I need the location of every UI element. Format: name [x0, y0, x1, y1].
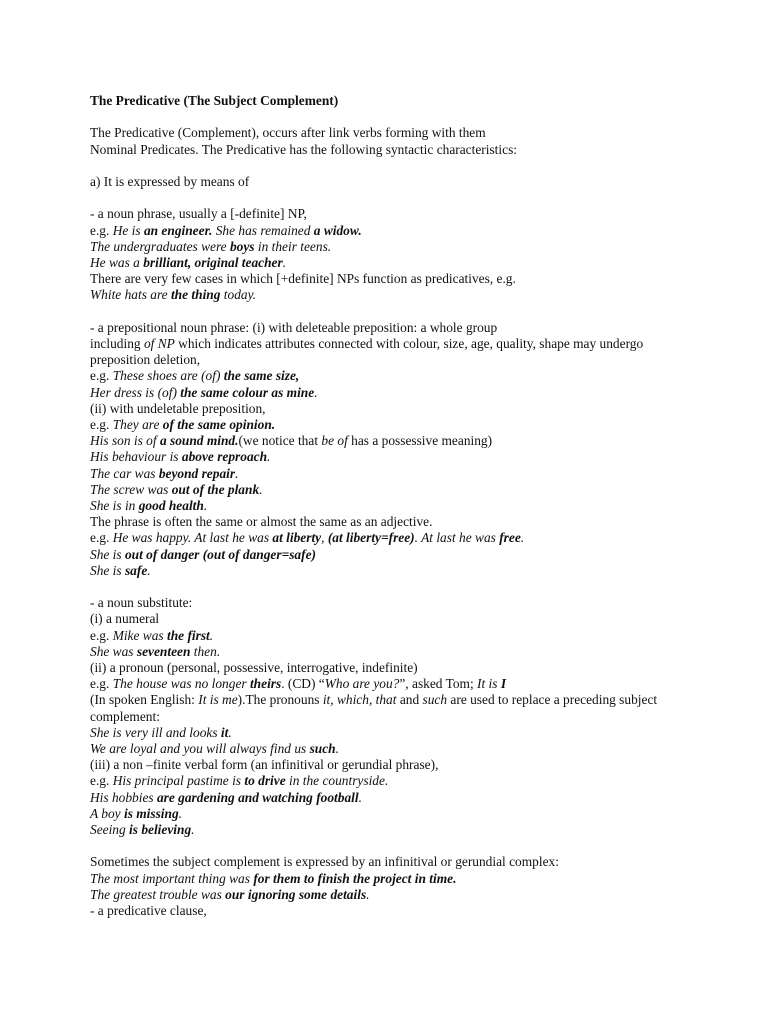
example-line [90, 385, 720, 401]
body-text: ).The pronouns [237, 692, 323, 708]
blank-line [90, 579, 720, 595]
example-text: She has remained [212, 222, 314, 238]
example-text: She is very ill and looks [90, 724, 221, 740]
predicative: is believing [129, 822, 192, 838]
predicative: the first [166, 627, 210, 643]
predicative: theirs [249, 676, 282, 692]
blank-line [90, 109, 720, 125]
example-text: The most important thing was [90, 870, 254, 886]
predicative: boys [229, 238, 255, 254]
predicative: out of the plank [171, 481, 260, 497]
example-text: The undergraduates were [90, 238, 230, 254]
example-line [90, 498, 720, 514]
body-text: which indicates attributes connected with colour, size, age, quality, shape may undergo [174, 335, 644, 351]
predicative: brilliant, original teacher [143, 254, 283, 270]
term: of NP [143, 335, 175, 351]
example-line [90, 547, 720, 563]
example-line [90, 790, 720, 806]
body-line: (ii) a pronoun (personal, possessive, interrogative, indefinite) [90, 660, 418, 676]
example-text: A boy [90, 805, 124, 821]
predicative: safe [124, 562, 148, 578]
eg-label: e.g. [90, 368, 113, 384]
example-text: . [314, 384, 318, 400]
example-line [90, 806, 720, 822]
blank-line [90, 158, 720, 174]
predicative: for them to finish the project in time. [253, 870, 457, 886]
example-text: The car was [90, 465, 159, 481]
predicative: above reproach [181, 449, 268, 465]
body-text: and [396, 692, 423, 708]
body-line: (iii) a non –finite verbal form (an infinitival or gerundial phrase), [90, 757, 439, 773]
example-line [90, 239, 720, 255]
example-text: Her dress is (of) [90, 384, 181, 400]
example-line [90, 887, 720, 903]
predicative: a sound mind. [159, 433, 239, 449]
example-line [90, 255, 720, 271]
example-text: It is [477, 676, 501, 692]
body-line: preposition deletion, [90, 352, 201, 368]
example-text: Seeing [90, 822, 130, 838]
example-text: He was happy. At last he was [112, 530, 273, 546]
example-text: . [520, 530, 525, 546]
example-line [90, 368, 720, 384]
predicative: such [309, 741, 336, 757]
subst-heading: - a noun substitute: [90, 595, 193, 611]
example-text: then. [190, 643, 221, 659]
body-line: There are very few cases in which [+definite] NPs function as predicatives, e.g. [90, 271, 516, 287]
blank-line [90, 838, 720, 854]
example-text: , [321, 530, 328, 546]
example-line [90, 482, 720, 498]
body-text: (In spoken English: [90, 692, 199, 708]
predicative: seventeen [136, 643, 191, 659]
example-text: . [228, 724, 232, 740]
example-line [90, 563, 720, 579]
np-heading: - a noun phrase, usually a [-definite] NP, [90, 206, 307, 222]
example-text: in their teens. [254, 238, 332, 254]
document-title: The Predicative (The Subject Complement) [90, 93, 339, 108]
body-line: The phrase is often the same or almost the same as an adjective. [90, 514, 433, 530]
predicative: beyond repair [158, 465, 236, 481]
term: be of [321, 433, 352, 449]
example-line [90, 822, 720, 838]
body-text: has a possessive meaning) [351, 433, 493, 449]
example-text: . [366, 886, 370, 902]
example-text: Who are you? [324, 676, 400, 692]
predicative: at liberty [272, 530, 322, 546]
example-text: . [178, 805, 183, 821]
example-text: . [191, 822, 195, 838]
predicative: are gardening and watching football [156, 789, 359, 805]
term: it, which, that [322, 692, 397, 708]
eg-label: e.g. [90, 222, 113, 238]
example-line [90, 644, 720, 660]
example-text: . [235, 465, 239, 481]
example-text: Mike was [112, 627, 167, 643]
blank-line [90, 304, 720, 320]
body-text: ”, asked Tom; [399, 676, 478, 692]
example-line [90, 741, 720, 757]
blank-line [90, 190, 720, 206]
example-text: . [335, 741, 339, 757]
example-text: The house was no longer [112, 676, 250, 692]
body-line: - a predicative clause, [90, 903, 207, 919]
predicative: an engineer. [143, 222, 213, 238]
example-line [90, 773, 720, 789]
term: such [422, 692, 448, 708]
example-text: . [259, 481, 263, 497]
predicative: free [499, 530, 521, 546]
predicative: out of danger (out of danger=safe) [124, 546, 316, 562]
example-text: . [358, 789, 362, 805]
predicative: of the same opinion. [162, 417, 276, 432]
predicative: the same size, [223, 368, 300, 384]
example-text: His hobbies [90, 789, 157, 805]
body-text: (we notice that [238, 433, 322, 449]
example-line [90, 433, 720, 449]
predicative: good health [138, 498, 204, 514]
body-text: are used to replace a preceding subject [447, 692, 658, 708]
pnp-heading: - a prepositional noun phrase: (i) with deleteable preposition: a whole group [90, 319, 498, 335]
predicative: a widow. [313, 222, 362, 238]
intro-line: The Predicative (Complement), occurs after link verbs forming with them [90, 125, 486, 141]
example-text: today. [220, 287, 257, 303]
body-line: complement: [90, 708, 160, 724]
body-line: Sometimes the subject complement is expressed by an infinitival or gerundial complex: [90, 854, 559, 870]
body-line [90, 692, 720, 708]
predicative: to drive [244, 773, 286, 789]
example-text: White hats are [90, 287, 171, 303]
predicative: our ignoring some details [225, 886, 367, 902]
example-text: . [282, 254, 287, 270]
predicative: it [220, 724, 229, 740]
eg-label: e.g. [90, 676, 113, 692]
example-text: . [203, 498, 208, 514]
example-text: . [209, 627, 214, 643]
example-line [90, 449, 720, 465]
predicative: the same colour as mine [180, 384, 315, 400]
example-text: . [267, 449, 271, 465]
example-text: He is [112, 222, 144, 238]
body-line [90, 336, 720, 352]
eg-label: e.g. [90, 627, 113, 643]
example-text: . At last he was [414, 530, 500, 546]
section-heading: a) It is expressed by means of [90, 173, 250, 189]
example-text: His principal pastime is [112, 773, 245, 789]
eg-label: e.g. [90, 773, 113, 789]
example-line [90, 628, 720, 644]
eg-label: e.g. [90, 530, 113, 546]
example-line [90, 417, 720, 433]
body-line: (ii) with undeletable preposition, [90, 400, 266, 416]
example-text: She was [90, 643, 137, 659]
predicative: I [500, 676, 507, 692]
example-line [90, 223, 720, 239]
example-text: He was a [90, 254, 144, 270]
eg-label: e.g. [90, 417, 113, 432]
example-line [90, 871, 720, 887]
body-text: . (CD) “ [281, 676, 325, 692]
example-text: . [147, 562, 151, 578]
example-line [90, 530, 720, 546]
example-text: His son is of [90, 433, 160, 449]
example-line [90, 725, 720, 741]
example-text: in the countryside. [285, 773, 389, 789]
body-line: (i) a numeral [90, 611, 160, 627]
example-text: These shoes are (of) [112, 368, 224, 384]
example-text: His behaviour is [90, 449, 182, 465]
example-text: She is in [90, 498, 139, 514]
example-text: She is [90, 546, 125, 562]
example-text: It is me [198, 692, 238, 708]
predicative: the thing [170, 287, 221, 303]
example-line [90, 466, 720, 482]
example-line [90, 287, 720, 303]
example-text: She is [90, 562, 125, 578]
example-text: The screw was [90, 481, 172, 497]
predicative: is missing [123, 805, 179, 821]
example-text: We are loyal and you will always find us [90, 741, 310, 757]
intro-line: Nominal Predicates. The Predicative has the following syntactic characteristics: [90, 141, 517, 157]
document-page [90, 93, 720, 919]
example-line [90, 676, 720, 692]
body-text: including [90, 335, 144, 351]
example-text: The greatest trouble was [90, 886, 226, 902]
example-text: They are [112, 417, 163, 432]
predicative: (at liberty=free) [327, 530, 415, 546]
